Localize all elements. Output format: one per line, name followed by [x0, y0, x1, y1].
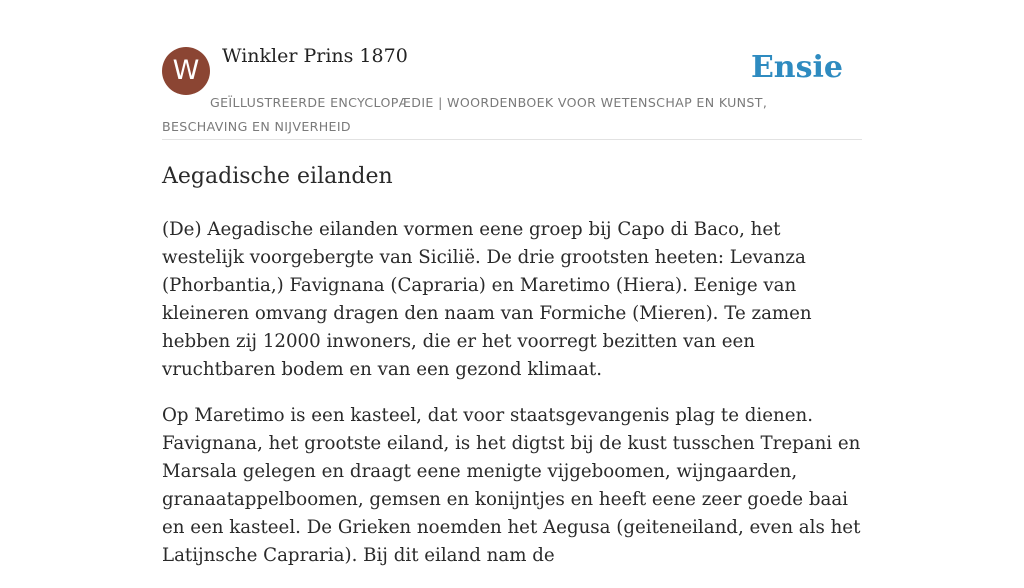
site-title[interactable]: Winkler Prins 1870	[222, 45, 408, 67]
article-paragraph: (De) Aegadische eilanden vormen eene groep bij Capo di Baco, het westelijk voorgebergte van Sicilië. De drie grootsten heeten: Levanza (Phorbantia,) Favignana (Capraria) en Maretimo (Hiera). Eenige van kleineren omvang dragen den naam van Formiche (Mieren). Te zamen hebben zij 12000 inwoners, die er het voorregt bezitten van een vruchtbaren bodem en van een gezond klimaat.	[162, 219, 812, 380]
avatar[interactable]: W	[162, 47, 210, 95]
header	[162, 0, 862, 140]
site-subtitle: GEÏLLUSTREERDE ENCYCLOPÆDIE | WOORDENBOEK VOOR WETENSCHAP EN KUNST, BESCHAVING EN NIJVERHEID	[162, 95, 768, 134]
article-paragraph: Op Maretimo is een kasteel, dat voor staatsgevangenis plag te dienen. Favignana, het grootste eiland, is het digtst bij de kust tusschen Trepani en Marsala gelegen en draagt eene menigte vijgeboomen, wijngaarden, granaatappelboomen, gemsen en konijntjes en heeft eene zeer goede baai en een kasteel. De Grieken noemden het Aegusa (geiteneiland, even als het Latijnsche Capraria). Bij dit eiland nam de	[162, 405, 861, 566]
article-body	[162, 216, 864, 588]
page-container	[162, 0, 862, 566]
brand-logo-link[interactable]: Ensie	[750, 50, 843, 85]
article-title: Aegadische eilanden	[162, 164, 393, 189]
